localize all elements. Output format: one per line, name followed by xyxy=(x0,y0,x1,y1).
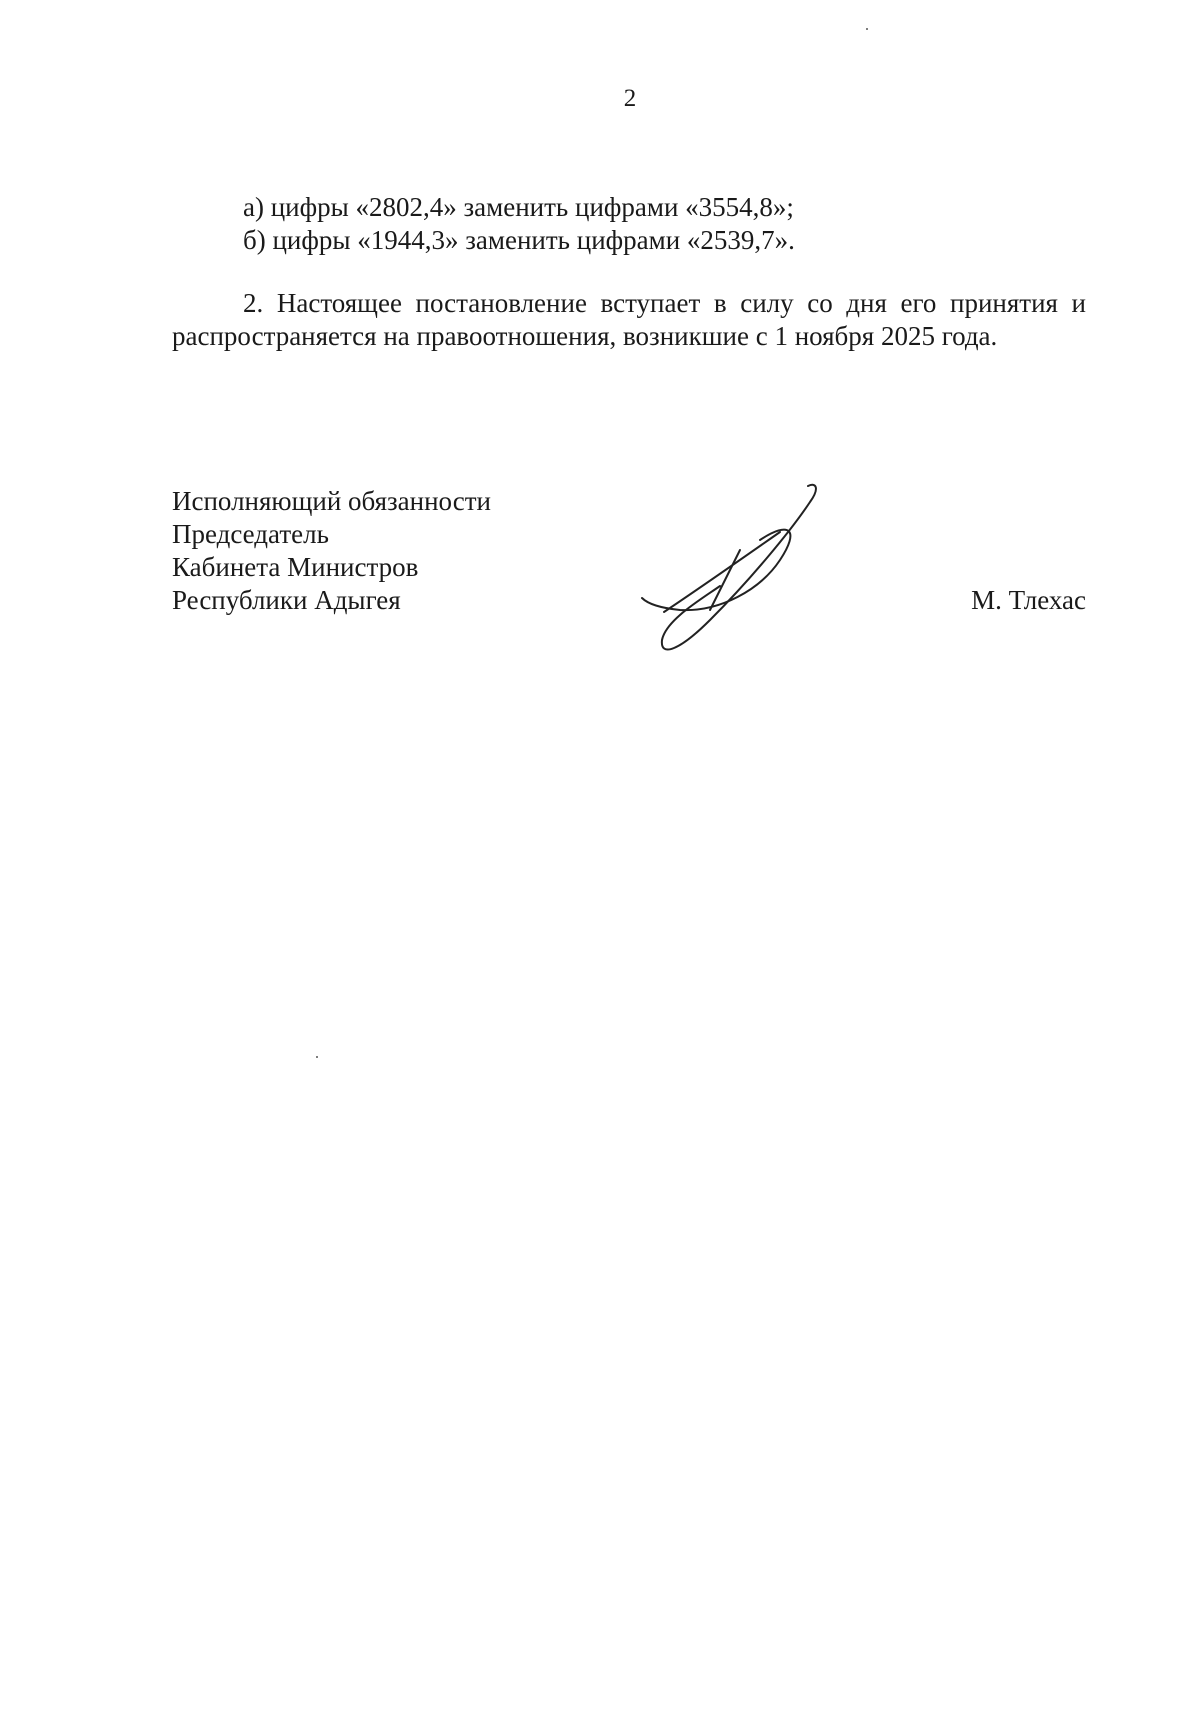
effective-date-paragraph-line-2: распространяется на правоотношения, возникшие с 1 ноября 2025 года. xyxy=(172,321,998,351)
signatory-title-line: Республики Адыгея xyxy=(172,585,401,615)
amendment-item-a: а) цифры «2802,4» заменить цифрами «3554,8»; xyxy=(243,192,794,222)
signatory-name: М. Тлехас xyxy=(971,585,1086,615)
amendment-item-b: б) цифры «1944,3» заменить цифрами «2539,7». xyxy=(243,225,795,255)
scan-speck xyxy=(866,28,868,30)
signatory-title xyxy=(172,485,491,617)
signatory-title-line: Исполняющий обязанности xyxy=(172,486,491,516)
scan-speck xyxy=(316,1056,318,1058)
page-number: 2 xyxy=(623,85,637,112)
signatory-title-line: Кабинета Министров xyxy=(172,552,419,582)
effective-date-paragraph-line-1: 2. Настоящее постановление вступает в силу со дня его принятия и xyxy=(243,288,1086,318)
handwritten-signature xyxy=(640,480,830,660)
signatory-title-line: Председатель xyxy=(172,519,329,549)
